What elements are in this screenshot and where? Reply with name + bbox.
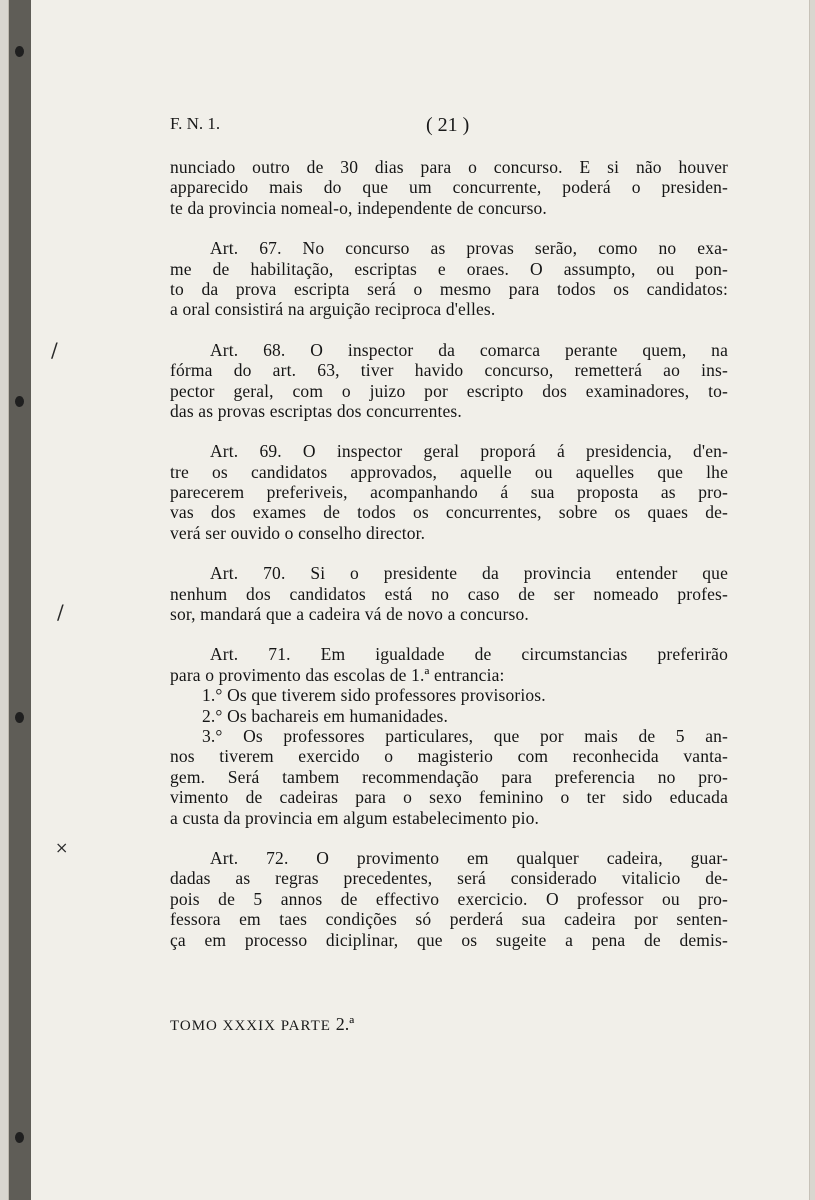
text-line: apparecido mais do que um concurrente, poderá o presiden-	[170, 177, 728, 198]
article-70	[170, 563, 728, 624]
text-line: Art. 71. Em igualdade de circumstancias preferirão	[210, 644, 728, 665]
text-line: Art. 69. O inspector geral proporá á presidencia, d'en-	[210, 441, 728, 462]
footer-volume-label: TOMO XXXIX PARTE	[170, 1018, 331, 1034]
article-72	[170, 848, 728, 950]
list-item: 3.° Os professores particulares, que por mais de 5 an-	[202, 725, 728, 746]
text-line: a oral consistirá na arguição reciproca d'elles.	[170, 299, 496, 320]
text-line: pois de 5 annos de effectivo exercicio. O professor ou pro-	[170, 888, 728, 909]
text-line: parecerem preferiveis, acompanhando á sua proposta as pro-	[170, 482, 728, 503]
text-line: me de habilitação, escriptas e oraes. O assumpto, ou pon-	[170, 258, 728, 279]
text-line: Art. 67. No concurso as provas serão, como no exa-	[210, 238, 728, 259]
binding-hole-icon	[15, 712, 24, 723]
binding-hole-icon	[15, 396, 24, 407]
text-line: fórma do art. 63, tiver havido concurso, remetterá ao ins-	[170, 360, 728, 381]
article-67	[170, 238, 728, 320]
body-text	[170, 157, 728, 950]
text-line: nunciado outro de 30 dias para o concurso. E si não houver	[170, 157, 728, 177]
text-line: para o provimento das escolas de 1.ª entrancia:	[170, 664, 505, 685]
text-line: ça em processo diciplinar, que os sugeite a pena de demis-	[170, 929, 728, 950]
text-line: vimento de cadeiras para o sexo feminino o ter sido educada	[170, 787, 728, 808]
text-line: dadas as regras precedentes, será considerado vitalicio de-	[170, 868, 728, 889]
article-69	[170, 441, 728, 543]
page-header	[170, 114, 730, 144]
text-line: das as provas escriptas dos concurrentes.	[170, 400, 462, 421]
page-footer	[170, 1014, 354, 1035]
list-item: 1.° Os que tiverem sido professores provisorios.	[202, 685, 546, 706]
article-71	[170, 644, 728, 828]
binding-hole-icon	[15, 46, 24, 57]
list-item: 2.° Os bachareis em humanidades.	[202, 705, 449, 726]
margin-tick-mark: /	[51, 338, 58, 362]
text-line: to da prova escripta será o mesmo para todos os candidatos:	[170, 278, 728, 299]
margin-tick-mark: ×	[55, 838, 69, 857]
paragraph	[170, 157, 728, 218]
text-line: sor, mandará que a cadeira vá de novo a concurso.	[170, 604, 529, 625]
text-line: tre os candidatos approvados, aquelle ou aquelles que lhe	[170, 461, 728, 482]
binding-strip	[9, 0, 31, 1200]
document-page	[8, 0, 810, 1200]
text-line: te da provincia nomeal-o, independente de concurso.	[170, 197, 547, 218]
text-line: nenhum dos candidatos está no caso de ser nomeado profes-	[170, 583, 728, 604]
article-68	[170, 340, 728, 422]
text-line: gem. Será tambem recommendação para preferencia no pro-	[170, 766, 728, 787]
margin-tick-mark: /	[57, 600, 64, 624]
page-number: ( 21 )	[426, 114, 470, 136]
text-line: Art. 72. O provimento em qualquer cadeira, guar-	[210, 847, 728, 868]
text-line: verá ser ouvido o conselho director.	[170, 522, 426, 543]
text-line: Art. 70. Si o presidente da provincia entender que	[210, 563, 728, 584]
text-line: fessora em taes condições só perderá sua cadeira por senten-	[170, 909, 728, 930]
header-reference: F. N. 1.	[170, 114, 221, 133]
text-line: pector geral, com o juizo por escripto dos examinadores, to-	[170, 380, 728, 401]
text-line: nos tiverem exercido o magisterio com reconhecida vanta-	[170, 746, 728, 767]
binding-hole-icon	[15, 1132, 24, 1143]
footer-part-number: 2.ª	[335, 1014, 355, 1034]
text-line: Art. 68. O inspector da comarca perante quem, na	[210, 339, 728, 360]
text-line: vas dos exames de todos os concurrentes, sobre os quaes de-	[170, 502, 728, 523]
text-line: a custa da provincia em algum estabelecimento pio.	[170, 807, 540, 828]
